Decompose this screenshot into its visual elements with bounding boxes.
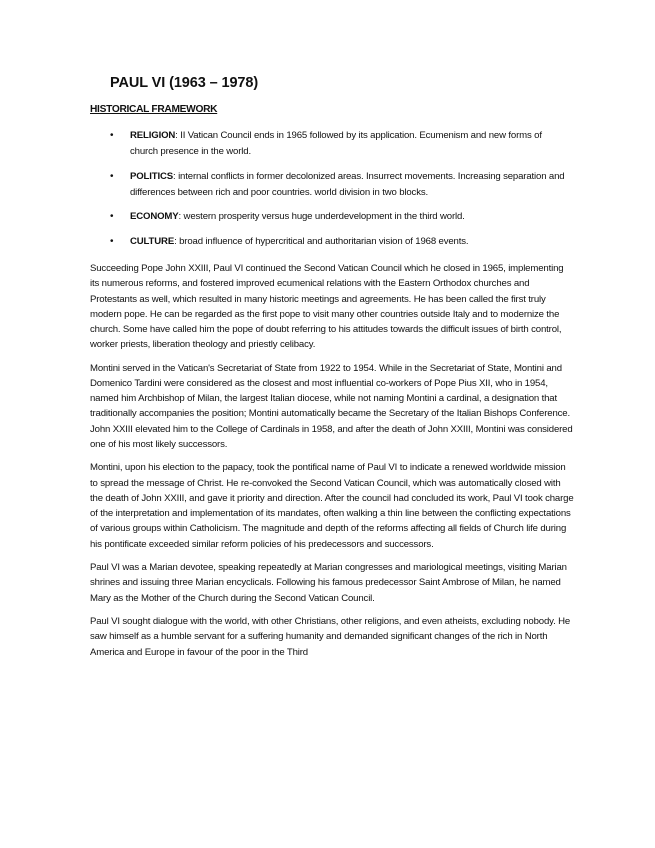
bullet-text: : internal conflicts in former decolonized areas. Insurrect movements. Increasing separation and differences between rich and poor countries. world division in two blocks. [130,170,565,198]
bullet-item-culture [90,234,570,250]
bullet-label: ECONOMY [130,211,179,222]
bullet-item-economy [90,209,570,225]
bullet-list [90,128,570,258]
bullet-icon: • [110,170,114,182]
section-heading: HISTORICAL FRAMEWORK [90,104,218,115]
bullet-text: : II Vatican Council ends in 1965 followed by its application. Ecumenism and new forms of church presence in the world. [130,130,542,157]
bullet-icon: • [110,235,114,247]
bullet-label: CULTURE [130,235,175,247]
paragraph-papacy: Montini, upon his election to the papacy, took the pontifical name of Paul VI to indicate a renewed worldwide mission to spread the message of Christ. He re-convoked the Second Vatican Council, which was automatically closed with the death of John XXIII, and gave it priority and direction. After the council had concluded its work, Paul VI took charge of the interpretation and implementation of its mandates, often walking a thin line between the conflicting expectations of various groups within Catholicism. The magnitude and depth of the reforms affecting all fields of Church life during his pontificate exceeded similar reform policies of his predecessors and successors. [90,462,574,550]
paragraph-succession: Succeeding Pope John XXIII, Paul VI continued the Second Vatican Council which he closed in 1965, implementing its numerous reforms, and fostered improved ecumenical relations with the Eastern Orthodox churches and Protestants as well, which resulted in many historic meetings and agreements. He has been called the first truly modern pope. He can be regarded as the first pope to visit many other countries outside Italy and to modernize the church. Some have called him the pope of doubt referring to his attitudes towards the difficult issues of birth control, worker priests, liberation theology and priestly celibacy. [90,263,564,351]
bullet-label: RELIGION [130,130,176,141]
bullet-item-religion [90,128,570,160]
page-title: PAUL VI (1963 – 1978) [110,75,259,91]
paragraph-montini-career: Montini served in the Vatican's Secretariat of State from 1922 to 1954. While in the Secretariat of State, Montini and Domenico Tardini were considered as the closest and most influential co-workers of Pope Pius XII, who in 1954, named him Archbishop of Milan, the largest Italian diocese, while not naming Montini a cardinal, a designation that traditionally accompanies the position; Montini automatically became the Secretary of the Italian Bishops Conference. John XXIII elevated him to the College of Cardinals in 1958, and after the death of John XXIII, Montini was considered one of his most likely successors. [90,362,573,450]
bullet-text: : broad influence of hypercritical and authoritarian vision of 1968 events. [174,235,469,247]
paragraph-marian-devotion: Paul VI was a Marian devotee, speaking repeatedly at Marian congresses and mariological meetings, visiting Marian shrines and issuing three Marian encyclicals. Following his famous predecessor Saint Ambrose of Milan, he named Mary as the Mother of the Church during the Second Vatican Council. [90,562,567,604]
bullet-item-politics [90,169,570,201]
bullet-text: : western prosperity versus huge underdevelopment in the third world. [178,211,465,222]
paragraph-dialogue: Paul VI sought dialogue with the world, with other Christians, other religions, and even atheists, excluding nobody. He saw himself as a humble servant for a suffering humanity and demanded significant changes of the rich in North America and Europe in favour of the poor in the Third [90,616,571,658]
body-text [90,261,575,668]
bullet-icon: • [110,211,114,222]
bullet-icon: • [110,130,114,141]
bullet-label: POLITICS [130,170,174,182]
